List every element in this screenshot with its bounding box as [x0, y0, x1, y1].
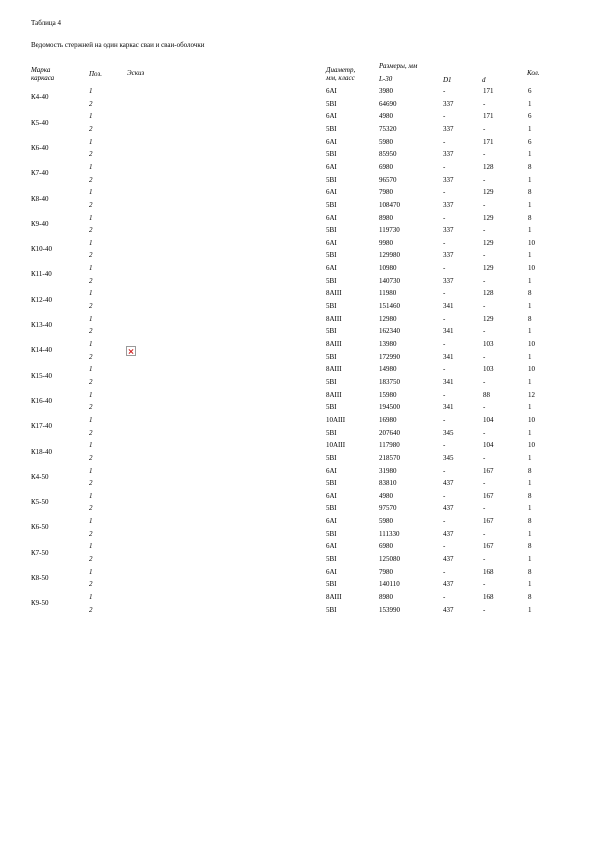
cell-l30: 6980 — [379, 162, 393, 171]
cell-d1: - — [443, 314, 446, 323]
cell-d1: 437 — [443, 605, 454, 614]
cell-d1: 437 — [443, 504, 454, 513]
cell-qty: 8 — [528, 314, 532, 323]
cell-l30: 5980 — [379, 137, 393, 146]
cell-d: - — [483, 453, 486, 462]
cell-qty: 1 — [528, 150, 532, 159]
cell-d: - — [483, 150, 486, 159]
cell-d1: 345 — [443, 453, 454, 462]
cell-pos: 1 — [89, 466, 93, 475]
cell-pos: 2 — [89, 124, 93, 133]
row-mark: К10-40 — [31, 245, 52, 254]
cell-diameter: 5BI — [326, 377, 337, 386]
row-mark: К9-40 — [31, 219, 49, 228]
cell-l30: 5980 — [379, 517, 393, 526]
cell-d1: 437 — [443, 580, 454, 589]
cell-l30: 207640 — [379, 428, 400, 437]
row-mark: К6-40 — [31, 143, 49, 152]
cell-diameter: 6AI — [326, 87, 337, 95]
cell-l30: 97570 — [379, 504, 397, 513]
row-mark: К17-40 — [31, 422, 52, 431]
cell-l30: 14980 — [379, 365, 397, 374]
cell-diameter: 5BI — [326, 605, 337, 614]
cell-diameter: 8AIII — [326, 593, 342, 601]
cell-d1: - — [443, 517, 446, 526]
cell-d: - — [483, 555, 486, 564]
cell-diameter: 6AI — [326, 238, 337, 247]
cell-qty: 1 — [528, 453, 532, 462]
cell-diameter: 6AI — [326, 112, 337, 121]
cell-d: 129 — [483, 238, 494, 247]
cell-d: - — [483, 276, 486, 285]
cell-qty: 10 — [528, 365, 535, 374]
cell-diameter: 5BI — [326, 302, 337, 311]
cell-d1: 337 — [443, 175, 454, 184]
cell-diameter: 5BI — [326, 327, 337, 336]
row-mark: К8-40 — [31, 194, 49, 203]
header-mark-line1: Марка — [31, 66, 51, 74]
cell-l30: 83810 — [379, 479, 397, 488]
cell-pos: 1 — [89, 137, 93, 146]
cell-qty: 8 — [528, 162, 532, 171]
cell-l30: 151460 — [379, 302, 400, 311]
cell-qty: 10 — [528, 415, 535, 424]
cell-d: - — [483, 377, 486, 386]
cell-diameter: 6AI — [326, 213, 337, 222]
cell-l30: 4980 — [379, 112, 393, 121]
cell-d: 171 — [483, 112, 494, 121]
cell-l30: 172990 — [379, 352, 400, 361]
row-mark: К8-50 — [31, 574, 49, 583]
row-mark: К6-50 — [31, 523, 49, 532]
cell-pos: 2 — [89, 580, 93, 589]
cell-pos: 1 — [89, 162, 93, 171]
cell-pos: 1 — [89, 112, 93, 121]
cell-qty: 1 — [528, 580, 532, 589]
header-l30: L-30 — [379, 75, 393, 83]
cell-d1: 341 — [443, 377, 454, 386]
cell-pos: 1 — [89, 238, 93, 247]
cell-qty: 6 — [528, 87, 532, 95]
cell-diameter: 8AIII — [326, 390, 342, 399]
cell-qty: 1 — [528, 555, 532, 564]
cell-l30: 140730 — [379, 276, 400, 285]
cell-l30: 108470 — [379, 200, 400, 209]
cell-qty: 1 — [528, 200, 532, 209]
cell-diameter: 5BI — [326, 150, 337, 159]
row-mark: К9-50 — [31, 599, 49, 608]
cell-d: - — [483, 200, 486, 209]
cell-pos: 2 — [89, 403, 93, 412]
cell-diameter: 6AI — [326, 466, 337, 475]
cell-diameter: 5BI — [326, 175, 337, 184]
cell-d1: - — [443, 162, 446, 171]
cell-l30: 4980 — [379, 491, 393, 500]
cell-qty: 1 — [528, 377, 532, 386]
cell-d: - — [483, 327, 486, 336]
cell-d1: - — [443, 441, 446, 450]
cell-pos: 1 — [89, 491, 93, 500]
cell-l30: 15980 — [379, 390, 397, 399]
cell-pos: 2 — [89, 504, 93, 513]
cell-d1: - — [443, 491, 446, 500]
cell-diameter: 5BI — [326, 428, 337, 437]
row-mark: К4-50 — [31, 472, 49, 481]
cell-qty: 1 — [528, 529, 532, 538]
cell-d: - — [483, 403, 486, 412]
cell-d1: - — [443, 340, 446, 348]
cell-qty: 1 — [528, 175, 532, 184]
cell-d1: 337 — [443, 99, 454, 108]
cell-pos: 1 — [89, 213, 93, 222]
broken-image-icon — [126, 346, 136, 356]
cell-d: - — [483, 529, 486, 538]
cell-pos: 1 — [89, 542, 93, 551]
cell-pos: 2 — [89, 428, 93, 437]
cell-d1: - — [443, 542, 446, 551]
cell-pos: 1 — [89, 365, 93, 374]
cell-pos: 2 — [89, 555, 93, 564]
cell-diameter: 8AIII — [326, 314, 342, 323]
cell-d: - — [483, 605, 486, 614]
cell-qty: 8 — [528, 213, 532, 222]
cell-d: 103 — [483, 340, 494, 348]
cell-l30: 125080 — [379, 555, 400, 564]
row-mark: К12-40 — [31, 295, 52, 304]
cell-d: 129 — [483, 314, 494, 323]
row-mark: К13-40 — [31, 321, 52, 330]
cell-d: 128 — [483, 289, 494, 298]
cell-qty: 6 — [528, 137, 532, 146]
cell-pos: 2 — [89, 276, 93, 285]
header-sketch: Эскиз — [127, 69, 145, 77]
cell-d1: 345 — [443, 428, 454, 437]
cell-diameter: 6AI — [326, 162, 337, 171]
cell-d1: - — [443, 289, 446, 298]
cell-pos: 1 — [89, 593, 93, 601]
cell-qty: 1 — [528, 276, 532, 285]
cell-l30: 183750 — [379, 377, 400, 386]
cell-qty: 10 — [528, 238, 535, 247]
cell-pos: 2 — [89, 605, 93, 614]
cell-diameter: 5BI — [326, 200, 337, 209]
cell-d1: 337 — [443, 124, 454, 133]
cell-l30: 75320 — [379, 124, 397, 133]
row-mark: К5-40 — [31, 118, 49, 127]
cell-diameter: 5BI — [326, 403, 337, 412]
table-caption: Таблица 4 — [31, 19, 61, 27]
cell-d1: 341 — [443, 403, 454, 412]
cell-d1: - — [443, 238, 446, 247]
cell-diameter: 6AI — [326, 264, 337, 273]
cell-d: - — [483, 251, 486, 260]
cell-pos: 1 — [89, 390, 93, 399]
cell-diameter: 6AI — [326, 542, 337, 551]
row-mark: К14-40 — [31, 346, 52, 355]
cell-diameter: 5BI — [326, 529, 337, 538]
cell-l30: 85950 — [379, 150, 397, 159]
cell-d1: - — [443, 567, 446, 576]
cell-d: 129 — [483, 188, 494, 197]
cell-l30: 140110 — [379, 580, 400, 589]
cell-d: - — [483, 99, 486, 108]
cell-qty: 1 — [528, 327, 532, 336]
cell-diameter: 8AIII — [326, 289, 342, 298]
cell-pos: 1 — [89, 517, 93, 526]
cell-qty: 10 — [528, 340, 535, 348]
header-d: d — [482, 76, 486, 84]
cell-l30: 218570 — [379, 453, 400, 462]
cell-d1: 437 — [443, 479, 454, 488]
cell-d1: 437 — [443, 555, 454, 564]
cell-qty: 8 — [528, 542, 532, 551]
cell-qty: 1 — [528, 403, 532, 412]
cell-d1: - — [443, 390, 446, 399]
cell-d: - — [483, 226, 486, 235]
cell-pos: 2 — [89, 377, 93, 386]
cell-d1: 437 — [443, 529, 454, 538]
row-mark: К15-40 — [31, 371, 52, 380]
row-mark: К4-40 — [31, 93, 49, 102]
cell-qty: 10 — [528, 441, 535, 450]
cell-qty: 12 — [528, 390, 535, 399]
cell-qty: 1 — [528, 302, 532, 311]
cell-pos: 1 — [89, 264, 93, 273]
cell-pos: 2 — [89, 175, 93, 184]
cell-pos: 2 — [89, 302, 93, 311]
cell-diameter: 5BI — [326, 276, 337, 285]
cell-pos: 1 — [89, 340, 93, 348]
cell-qty: 1 — [528, 504, 532, 513]
cell-d1: 337 — [443, 200, 454, 209]
cell-d: - — [483, 428, 486, 437]
table-title: Ведомость стержней на один каркас сваи и сваи-оболочки — [31, 41, 205, 49]
header-diameter-line2: мм, класс — [326, 74, 355, 82]
cell-l30: 64690 — [379, 99, 397, 108]
cell-diameter: 5BI — [326, 352, 337, 361]
cell-diameter: 6AI — [326, 188, 337, 197]
row-mark: К16-40 — [31, 396, 52, 405]
cell-d1: 341 — [443, 352, 454, 361]
cell-pos: 1 — [89, 567, 93, 576]
cell-pos: 2 — [89, 327, 93, 336]
cell-pos: 1 — [89, 289, 93, 298]
cell-pos: 2 — [89, 226, 93, 235]
cell-l30: 8980 — [379, 213, 393, 222]
cell-qty: 8 — [528, 466, 532, 475]
cell-pos: 2 — [89, 251, 93, 260]
row-mark: К7-40 — [31, 169, 49, 178]
cell-diameter: 5BI — [326, 504, 337, 513]
cell-d: 104 — [483, 441, 494, 450]
cell-diameter: 6AI — [326, 567, 337, 576]
cell-diameter: 6AI — [326, 517, 337, 526]
cell-diameter: 5BI — [326, 580, 337, 589]
cell-diameter: 5BI — [326, 251, 337, 260]
cell-l30: 16980 — [379, 415, 397, 424]
cell-pos: 2 — [89, 529, 93, 538]
cell-d1: - — [443, 466, 446, 475]
cell-qty: 8 — [528, 593, 532, 601]
row-mark: К18-40 — [31, 447, 52, 456]
cell-diameter: 10AIII — [326, 441, 346, 450]
cell-diameter: 8AIII — [326, 365, 342, 374]
cell-d1: - — [443, 213, 446, 222]
cell-d: 167 — [483, 466, 494, 475]
cell-d: 171 — [483, 87, 494, 95]
cell-pos: 2 — [89, 200, 93, 209]
header-diameter-line1: Диаметр, — [326, 66, 356, 74]
cell-pos: 1 — [89, 87, 93, 95]
cell-d: 128 — [483, 162, 494, 171]
header-d1: D1 — [443, 76, 452, 84]
cell-d1: - — [443, 112, 446, 121]
cell-pos: 2 — [89, 150, 93, 159]
cell-d: - — [483, 352, 486, 361]
cell-diameter: 5BI — [326, 479, 337, 488]
cell-qty: 1 — [528, 479, 532, 488]
cell-pos: 1 — [89, 188, 93, 197]
cell-d1: - — [443, 593, 446, 601]
cell-l30: 8980 — [379, 593, 393, 601]
cell-d1: - — [443, 87, 446, 95]
cell-d: - — [483, 175, 486, 184]
cell-d: - — [483, 479, 486, 488]
cell-d: 129 — [483, 213, 494, 222]
cell-qty: 8 — [528, 517, 532, 526]
cell-l30: 129980 — [379, 251, 400, 260]
cell-d: 167 — [483, 542, 494, 551]
cell-diameter: 5BI — [326, 555, 337, 564]
cell-qty: 1 — [528, 605, 532, 614]
cell-d1: - — [443, 365, 446, 374]
cell-pos: 2 — [89, 352, 93, 361]
cell-d: 168 — [483, 567, 494, 576]
cell-qty: 1 — [528, 352, 532, 361]
cell-pos: 2 — [89, 99, 93, 108]
cell-qty: 8 — [528, 188, 532, 197]
cell-d: - — [483, 302, 486, 311]
cell-d: 104 — [483, 415, 494, 424]
cell-d1: 337 — [443, 251, 454, 260]
cell-d: - — [483, 124, 486, 133]
cell-d: 168 — [483, 593, 494, 601]
cell-l30: 153990 — [379, 605, 400, 614]
cell-diameter: 5BI — [326, 453, 337, 462]
cell-d1: - — [443, 188, 446, 197]
header-qty: Кол. — [527, 69, 540, 77]
cell-qty: 8 — [528, 567, 532, 576]
cell-l30: 12980 — [379, 314, 397, 323]
cell-d: 129 — [483, 264, 494, 273]
cell-pos: 2 — [89, 479, 93, 488]
cell-qty: 1 — [528, 251, 532, 260]
cell-l30: 31980 — [379, 466, 397, 475]
cell-d: 167 — [483, 491, 494, 500]
cell-qty: 1 — [528, 124, 532, 133]
cell-l30: 162340 — [379, 327, 400, 336]
cell-qty: 1 — [528, 428, 532, 437]
cell-qty: 10 — [528, 264, 535, 273]
cell-qty: 6 — [528, 112, 532, 121]
cell-d1: - — [443, 137, 446, 146]
header-sizes: Размеры, мм — [379, 62, 418, 70]
cell-l30: 96570 — [379, 175, 397, 184]
row-mark: К7-50 — [31, 548, 49, 557]
cell-d: 171 — [483, 137, 494, 146]
cell-d1: 341 — [443, 302, 454, 311]
cell-l30: 7980 — [379, 567, 393, 576]
cell-d1: 337 — [443, 276, 454, 285]
cell-qty: 8 — [528, 289, 532, 298]
cell-d1: - — [443, 264, 446, 273]
cell-pos: 1 — [89, 314, 93, 323]
cell-diameter: 5BI — [326, 226, 337, 235]
cell-qty: 8 — [528, 491, 532, 500]
cell-l30: 6980 — [379, 542, 393, 551]
cell-qty: 1 — [528, 226, 532, 235]
cell-pos: 1 — [89, 441, 93, 450]
cell-l30: 111330 — [379, 529, 400, 538]
cell-d: 88 — [483, 390, 490, 399]
cell-d1: 337 — [443, 226, 454, 235]
cell-l30: 3980 — [379, 87, 393, 95]
cell-d: 167 — [483, 517, 494, 526]
cell-qty: 1 — [528, 99, 532, 108]
cell-d1: 337 — [443, 150, 454, 159]
cell-l30: 13980 — [379, 340, 397, 348]
cell-pos: 1 — [89, 415, 93, 424]
cell-l30: 119730 — [379, 226, 400, 235]
cell-l30: 11980 — [379, 289, 397, 298]
cell-diameter: 5BI — [326, 124, 337, 133]
cell-diameter: 6AI — [326, 137, 337, 146]
header-pos: Поз. — [89, 70, 102, 78]
cell-diameter: 6AI — [326, 491, 337, 500]
cell-l30: 9980 — [379, 238, 393, 247]
cell-l30: 117980 — [379, 441, 400, 450]
cell-pos: 2 — [89, 453, 93, 462]
row-mark: К11-40 — [31, 270, 52, 279]
cell-l30: 7980 — [379, 188, 393, 197]
row-mark: К5-50 — [31, 498, 49, 507]
cell-l30: 10980 — [379, 264, 397, 273]
cell-d1: 341 — [443, 327, 454, 336]
header-mark-line2: каркаса — [31, 74, 55, 82]
cell-l30: 194500 — [379, 403, 400, 412]
cell-diameter: 10AIII — [326, 415, 346, 424]
cell-d: - — [483, 580, 486, 589]
cell-d1: - — [443, 415, 446, 424]
cell-diameter: 8AIII — [326, 340, 342, 348]
cell-d: 103 — [483, 365, 494, 374]
cell-d: - — [483, 504, 486, 513]
cell-diameter: 5BI — [326, 99, 337, 108]
